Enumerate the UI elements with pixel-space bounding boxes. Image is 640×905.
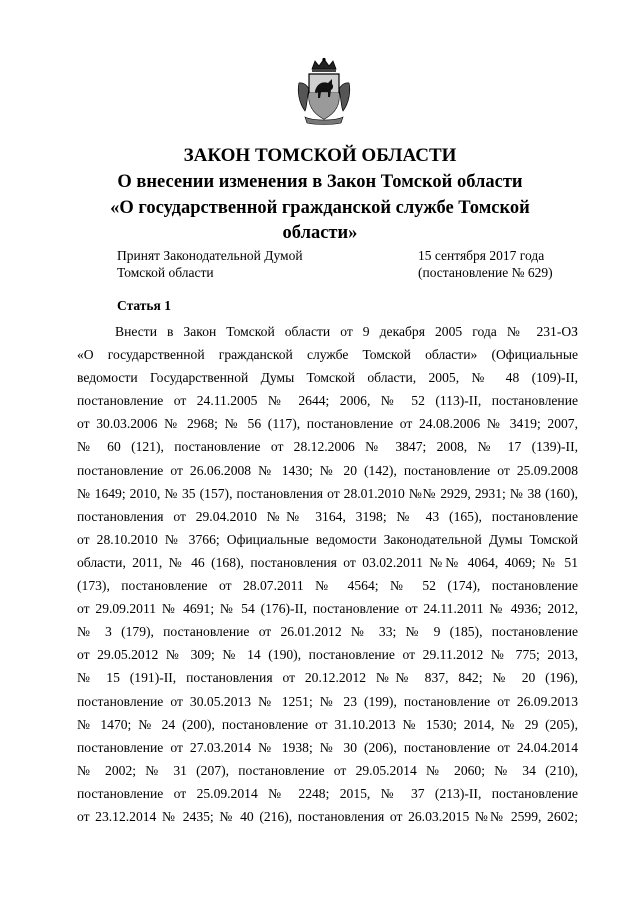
body-line: постановление от 30.05.2013 № 1251; № 23 (199), постановление от 26.09.2013	[77, 693, 578, 709]
law-subtitle-line-3: области»	[282, 223, 358, 243]
body-line: № 60 (121), постановление от 28.12.2006 № 3847; 2008, № 17 (139)-II,	[77, 439, 578, 455]
body-line: постановление от 24.11.2005 № 2644; 2006, № 52 (113)-II, постановление	[77, 393, 578, 409]
body-line: постановления от 29.04.2010 №№ 3164, 3198; № 43 (165), постановление	[77, 508, 578, 524]
body-line: № 3 (179), постановление от 26.01.2012 № 33; № 9 (185), постановление	[77, 624, 578, 640]
tomsk-oblast-coat-of-arms-icon	[295, 57, 353, 125]
law-subtitle-line-1: О внесении изменения в Закон Томской области	[117, 172, 523, 192]
body-line: № 1470; № 24 (200), постановление от 31.10.2013 № 1530; 2014, № 29 (205),	[77, 716, 578, 732]
adoption-date-line: 15 сентября 2017 года	[418, 248, 545, 263]
body-line: постановление от 27.03.2014 № 1938; № 30 (206), постановление от 24.04.2014	[77, 739, 578, 755]
body-line: от 23.12.2014 № 2435; № 40 (216), постановления от 26.03.2015 №№ 2599, 2602;	[77, 808, 578, 824]
article-heading: Статья 1	[117, 298, 171, 313]
body-line: ведомости Государственной Думы Томской области, 2005, № 48 (109)-II,	[77, 370, 578, 386]
body-line: «О государственной гражданской службе Томской области» (Официальные	[77, 347, 578, 363]
adoption-authority-line-2: Томской области	[117, 265, 214, 280]
body-line: от 29.05.2012 № 309; № 14 (190), постановление от 29.11.2012 № 775; 2013,	[77, 647, 578, 663]
body-line: постановление от 25.09.2014 № 2248; 2015, № 37 (213)-II, постановление	[77, 785, 578, 801]
article-body	[77, 320, 578, 828]
body-line: № 1649; 2010, № 35 (157), постановления от 28.01.2010 №№ 2929, 2931; № 38 (160),	[77, 485, 578, 501]
body-line: постановление от 26.06.2008 № 1430; № 20 (142), постановление от 25.09.2008	[77, 462, 578, 478]
resolution-number-line: (постановление № 629)	[418, 265, 553, 280]
body-line: (173), постановление от 28.07.2011 № 4564; № 52 (174), постановление	[77, 578, 578, 594]
adoption-date	[418, 247, 553, 281]
adoption-authority-line-1: Принят Законодательной Думой	[117, 248, 303, 263]
body-line: Внести в Закон Томской области от 9 декабря 2005 года № 231-ОЗ	[115, 324, 578, 339]
body-line: № 2002; № 31 (207), постановление от 29.05.2014 № 2060; № 34 (210),	[77, 762, 578, 778]
law-title: ЗАКОН ТОМСКОЙ ОБЛАСТИ	[183, 145, 457, 166]
body-line: от 29.09.2011 № 4691; № 54 (176)-II, постановление от 24.11.2011 № 4936; 2012,	[77, 601, 578, 617]
law-subtitle-line-2: «О государственной гражданской службе Томской	[110, 198, 530, 218]
body-line: № 15 (191)-II, постановления от 20.12.2012 №№ 837, 842; № 20 (196),	[77, 670, 578, 686]
body-line: от 28.10.2010 № 3766; Официальные ведомости Законодательной Думы Томской	[77, 531, 578, 547]
adoption-authority	[117, 247, 303, 281]
body-line: от 30.03.2006 № 2968; № 56 (117), постановление от 24.08.2006 № 3419; 2007,	[77, 416, 578, 432]
body-line: области, 2011, № 46 (168), постановления от 03.02.2011 №№ 4064, 4069; № 51	[77, 554, 578, 570]
